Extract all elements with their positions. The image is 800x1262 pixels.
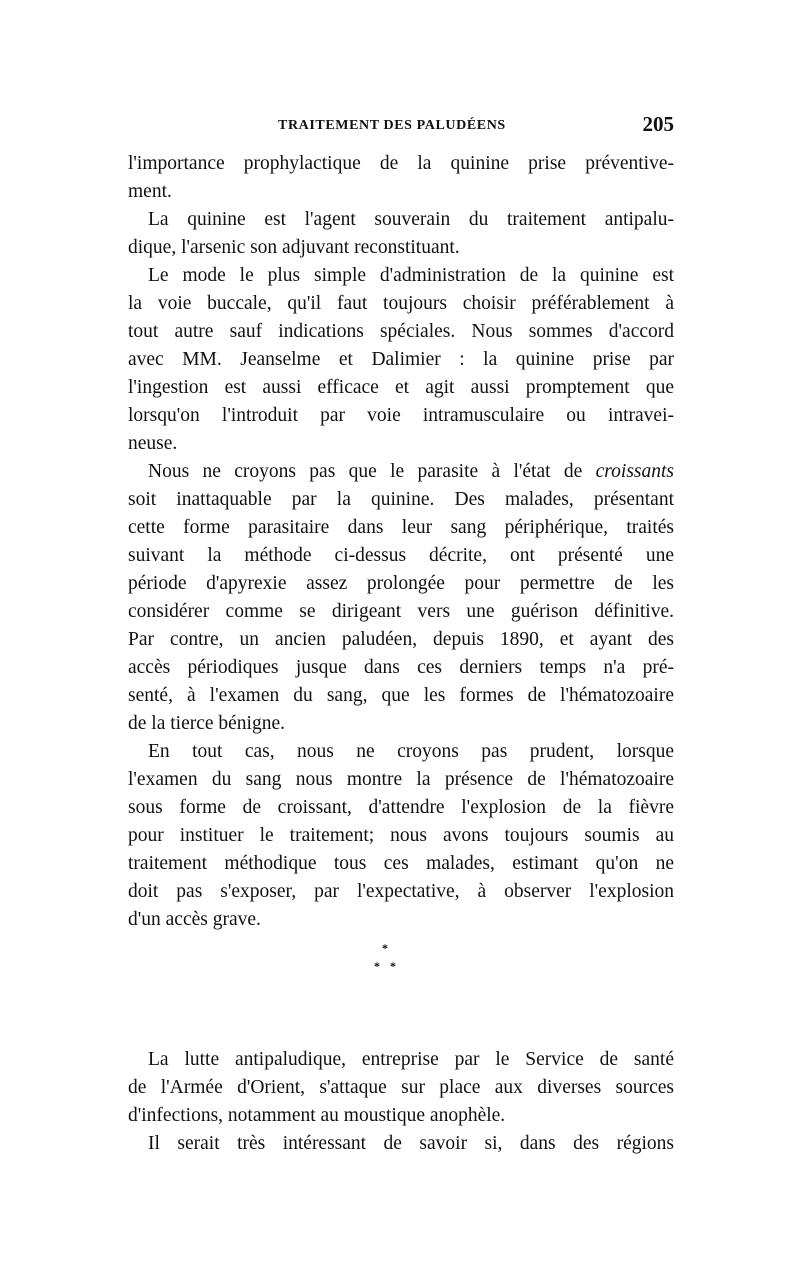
text-line: la voie buccale, qu'il faut toujours choisir préférablement à [128,293,674,314]
asterisk: * [374,959,380,973]
text-line: Il serait très intéressant de savoir si, dans des régions [148,1133,674,1154]
text-line: l'ingestion est aussi efficace et agit aussi promptement que [128,377,674,398]
text-line: avec MM. Jeanselme et Dalimier : la quinine prise par [128,349,674,370]
text-line: ment. [128,181,172,202]
italic-term: croissants [595,461,675,482]
text-fragment: Nous ne croyons pas que le parasite à l'état de [148,461,583,482]
text-line: considérer comme se dirigeant vers une guérison définitive. [128,601,674,622]
text-line: période d'apyrexie assez prolongée pour permettre de les [128,573,674,594]
paragraph [128,1046,674,1130]
paragraph [128,1130,674,1158]
text-line: de l'Armée d'Orient, s'attaque sur place aux diverses sources [128,1077,674,1098]
asterisk: * [390,959,396,973]
paragraph [128,150,674,206]
text-line: cette forme parasitaire dans leur sang périphérique, traités [128,517,674,538]
paragraph [128,738,674,934]
text-line: tout autre sauf indications spéciales. Nous sommes d'accord [128,321,674,342]
paragraph [128,262,674,458]
running-title: TRAITEMENT DES PALUDÉENS [278,118,506,133]
text-line: d'infections, notamment au moustique anophèle. [128,1105,506,1126]
body-text [128,150,674,1158]
text-line: sous forme de croissant, d'attendre l'explosion de la fièvre [128,797,674,818]
text-line: pour instituer le traitement; nous avons toujours soumis au [128,825,674,846]
text-line [128,458,674,486]
page-header [128,112,674,142]
text-line: Le mode le plus simple d'administration de la quinine est [148,265,674,286]
paragraph [128,206,674,262]
text-line: l'importance prophylactique de la quinine prise préventive- [128,153,674,174]
text-line: dique, l'arsenic son adjuvant reconstituant. [128,237,460,258]
page-number: 205 [642,112,674,136]
text-line: suivant la méthode ci-dessus décrite, ont présenté une [128,545,674,566]
text-line: doit pas s'exposer, par l'expectative, à observer l'explosion [128,881,674,902]
text-line: En tout cas, nous ne croyons pas prudent, lorsque [148,741,674,762]
text-line: soit inattaquable par la quinine. Des malades, présentant [128,489,674,510]
text-line: senté, à l'examen du sang, que les formes de l'hématozoaire [128,685,674,706]
paragraph [128,458,674,738]
text-line: de la tierce bénigne. [128,713,285,734]
text-line: accès périodiques jusque dans ces derniers temps n'a pré- [128,657,674,678]
text-line: La quinine est l'agent souverain du traitement antipalu- [148,209,674,230]
text-line: neuse. [128,433,178,454]
text-line: Par contre, un ancien paludéen, depuis 1890, et ayant des [128,629,674,650]
text-line: La lutte antipaludique, entreprise par le Service de santé [148,1049,674,1070]
asterisk: * [382,941,388,955]
text-line: traitement méthodique tous ces malades, estimant qu'on ne [128,853,674,874]
text-line: lorsqu'on l'introduit par voie intramusculaire ou intravei- [128,405,674,426]
text-line: l'examen du sang nous montre la présence de l'hématozoaire [128,769,674,790]
asterism-divider [370,942,402,978]
text-line: d'un accès grave. [128,909,261,930]
